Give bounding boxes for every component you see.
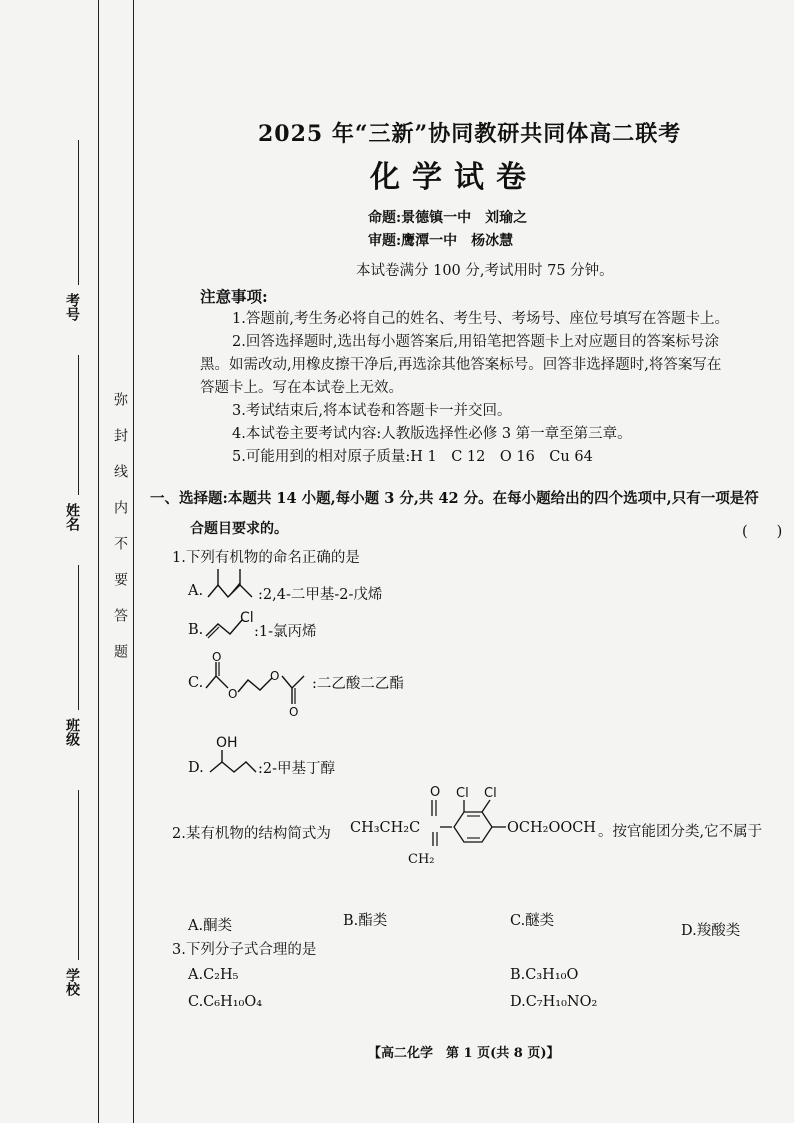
exam-title: 2025 年“三新”协同教研共同体高二联考 [258, 121, 682, 147]
q2-stem-pre: 2.某有机物的结构简式为 [172, 826, 331, 842]
reviewer: 审题:鹰潭一中 杨冰慧 [368, 233, 514, 249]
q1-c-o2: O [228, 687, 238, 701]
class-label: 班级 [64, 718, 80, 746]
q1-c-o3: O [270, 669, 280, 683]
seal-line-notice: 弥封线内不要答题 [112, 392, 128, 680]
note-4: 4.本试卷主要考试内容:人教版选择性必修 3 第一章至第三章。 [232, 426, 632, 442]
q2-o: O [430, 785, 441, 800]
school-field [78, 790, 79, 960]
q2-opt-b: B.酯类 [343, 913, 388, 929]
q1-d-structure [204, 732, 260, 778]
q1-stem: 1.下列有机物的命名正确的是 [172, 550, 360, 566]
exam-no-label: 考号 [64, 293, 80, 321]
q2-cl1: Cl [456, 786, 469, 801]
q2-opt-c: C.醚类 [510, 913, 555, 929]
q1-a-structure [204, 565, 260, 603]
section1-heading-cont: 合题目要求的。 [190, 521, 288, 537]
q3-opt-d: D.C₇H₁₀NO₂ [510, 994, 598, 1010]
school-label: 学校 [64, 968, 80, 996]
q1-d-label: D. [188, 760, 204, 776]
setter: 命题:景德镇一中 刘瑜之 [368, 210, 528, 226]
class-field [78, 565, 79, 710]
q2-ch2: CH₂ [408, 852, 435, 867]
q3-opt-c: C.C₆H₁₀O₄ [188, 994, 263, 1010]
q2-formula-main: CH₃CH₂C [350, 820, 421, 836]
q3-opt-b: B.C₃H₁₀O [510, 967, 579, 983]
q3-opt-a: A.C₂H₅ [188, 967, 239, 983]
page-footer: 【高二化学 第 1 页(共 8 页)】 [368, 1046, 560, 1061]
note-1: 1.答题前,考生务必将自己的姓名、考生号、考场号、座位号填写在答题卡上。 [232, 311, 729, 327]
subject-title: 化学试卷 [370, 160, 538, 195]
name-field [78, 355, 79, 495]
answer-paren: ( ) [742, 524, 783, 540]
q1-c-o1: O [212, 650, 222, 664]
binding-line-left [98, 0, 99, 1123]
q1-b-name: :1-氯丙烯 [254, 624, 317, 640]
note-2: 2.回答选择题时,选出每小题答案后,用铅笔把答题卡上对应题目的答案标号涂 [232, 334, 720, 350]
q1-d-oh: OH [216, 735, 238, 751]
q1-c-name: :二乙酸二乙酯 [312, 676, 404, 692]
section1-heading: 一、选择题:本题共 14 小题,每小题 3 分,共 42 分。在每小题给出的四个选项中,只有一项是符 [150, 490, 759, 507]
name-label: 姓名 [64, 503, 80, 531]
q2-cl2: Cl [484, 786, 497, 801]
q1-b-structure [202, 610, 254, 642]
q1-c-o4: O [289, 705, 299, 719]
exam-no-field [78, 140, 79, 285]
notes-heading: 注意事项: [200, 287, 268, 306]
q2-opt-a: A.酮类 [188, 918, 233, 934]
q3-stem: 3.下列分子式合理的是 [172, 942, 317, 958]
q1-d-name: :2-甲基丁醇 [258, 761, 336, 777]
q1-a-name: :2,4-二甲基-2-戊烯 [258, 587, 383, 603]
note-3: 3.考试结束后,将本试卷和答题卡一并交回。 [232, 403, 512, 419]
q1-c-structure [202, 650, 314, 722]
binding-line-right [133, 0, 134, 1123]
q2-stem-post: 。按官能团分类,它不属于 [598, 824, 763, 840]
q2-opt-d: D.羧酸类 [681, 923, 741, 939]
exam-info: 本试卷满分 100 分,考试用时 75 分钟。 [356, 263, 614, 279]
q1-a-label: A. [188, 583, 204, 599]
note-5: 5.可能用到的相对原子质量:H 1 C 12 O 16 Cu 64 [232, 449, 593, 465]
q1-c-label: C. [188, 675, 204, 691]
q2-formula-tail: OCH₂OOCH [507, 820, 596, 836]
note-2-cont2: 答题卡上。写在本试卷上无效。 [200, 380, 403, 396]
q1-b-label: B. [188, 622, 204, 638]
q1-b-cl: Cl [240, 610, 254, 626]
note-2-cont: 黑。如需改动,用橡皮擦干净后,再选涂其他答案标号。回答非选择题时,将答案写在 [200, 357, 722, 373]
